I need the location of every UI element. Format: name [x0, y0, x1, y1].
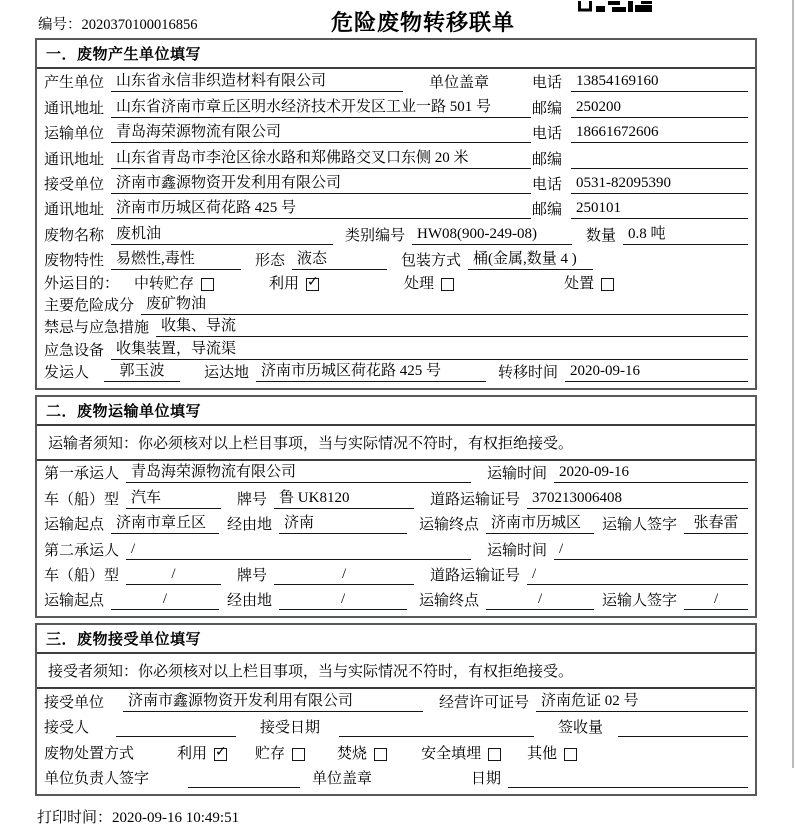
- waste-character-value: 易燃性,毒性: [111, 250, 241, 270]
- via-label: 经由地: [227, 517, 273, 534]
- row-first-carrier: [44, 461, 748, 486]
- carrier-signature-label: 运输人签字: [602, 593, 678, 610]
- row-transfer-purpose: [44, 273, 748, 295]
- producer-zip-value: 250200: [571, 98, 748, 118]
- hazard-component-value: 废矿物油: [141, 295, 748, 315]
- row-first-vehicle: [44, 486, 748, 511]
- road-cert-value: /: [527, 565, 748, 585]
- vehicle-type-value: /: [126, 565, 221, 585]
- row-waste-name: [44, 222, 748, 247]
- via-label: 经由地: [227, 593, 273, 610]
- accept-date-label: 接受日期: [260, 720, 321, 737]
- permit-number-value: 济南危证 02 号: [536, 692, 748, 712]
- purpose-option-storage: [134, 272, 214, 293]
- quantity-value: 0.8 吨: [623, 225, 748, 245]
- checkbox-disposal-landfill: [488, 748, 501, 761]
- section-producer: [35, 38, 757, 390]
- document-number-label: 编号：: [38, 17, 82, 33]
- address-label: 通讯地址: [44, 100, 105, 117]
- packing-value: 桶(金属,数量 4 ): [468, 250, 593, 270]
- row-head-signature: [44, 766, 748, 791]
- transport-time-label: 运输时间: [487, 466, 548, 483]
- destination-label: 运达地: [204, 365, 250, 382]
- checkbox-disposal-other: [564, 748, 577, 761]
- purpose-option-utilize-label: 利用: [269, 275, 300, 292]
- hazard-component-label: 主要危险成分: [44, 297, 135, 314]
- permit-number-label: 经营许可证号: [439, 694, 530, 711]
- road-cert-value: 370213006408: [527, 489, 748, 509]
- address-label: 通讯地址: [44, 202, 105, 219]
- checkbox-storage: [201, 278, 214, 291]
- endpoint-value: /: [486, 590, 594, 610]
- row-receiver-address: [44, 197, 748, 222]
- phone-label: 电话: [532, 126, 563, 143]
- second-carrier-label: 第二承运人: [44, 542, 120, 559]
- plate-number-value: /: [274, 565, 414, 585]
- phone-label: 电话: [532, 176, 563, 193]
- first-carrier-value: 青岛海荣源物流有限公司: [126, 463, 471, 483]
- receiver-unit-label: 接受单位: [44, 176, 105, 193]
- emergency-equipment-value: 收集装置，导流渠: [111, 340, 748, 360]
- row-disposal-method: [44, 740, 748, 765]
- disposal-option-other-label: 其他: [527, 745, 558, 762]
- transfer-time-value: 2020-09-16: [565, 362, 748, 382]
- recipient-label: 接受人: [44, 720, 90, 737]
- receiver-notice: [37, 655, 755, 689]
- checkbox-disposal-store: [292, 748, 305, 761]
- received-qty-label: 签收量: [558, 720, 604, 737]
- disposal-option-landfill: [421, 742, 501, 763]
- transfer-purpose-label: 外运目的：: [44, 275, 120, 292]
- road-cert-label: 道路运输证号: [430, 491, 521, 508]
- endpoint-value: 济南市历城区: [486, 514, 594, 534]
- transport-unit-value: 青岛海荣源物流有限公司: [111, 123, 531, 143]
- via-value: 济南: [279, 514, 407, 534]
- row-waste-character: [44, 248, 748, 273]
- category-code-value: HW08(900-249-08): [412, 225, 572, 245]
- recipient-value: [116, 718, 236, 737]
- row-producer-address: [44, 95, 748, 120]
- origin-label: 运输起点: [44, 517, 105, 534]
- row-accept-unit: [44, 689, 748, 714]
- road-cert-label: 道路运输证号: [430, 568, 521, 585]
- disposal-option-utilize: [177, 742, 227, 763]
- qr-code-fragment-icon: [578, 0, 652, 17]
- document-number-value: 2020370100016856: [81, 17, 198, 33]
- second-carrier-value: /: [126, 540, 471, 560]
- vehicle-type-value: 汽车: [126, 489, 221, 509]
- receiver-notice-text: 接受者须知：你必须核对以上栏目事项，当与实际情况不符时，有权拒绝接受。: [48, 664, 574, 681]
- category-code-label: 类别编号: [345, 227, 406, 244]
- first-carrier-label: 第一承运人: [44, 466, 120, 483]
- zip-label: 邮编: [532, 202, 563, 219]
- purpose-option-dispose: [564, 272, 614, 293]
- zip-label: 邮编: [532, 151, 563, 168]
- checkbox-treat: [441, 278, 454, 291]
- endpoint-label: 运输终点: [419, 593, 480, 610]
- receiver-zip-value: 250101: [571, 199, 748, 219]
- row-receiver-unit: [44, 172, 748, 197]
- disposal-option-store-label: 贮存: [255, 745, 286, 762]
- purpose-option-dispose-label: 处置: [564, 275, 595, 292]
- section-transporter: [35, 395, 757, 618]
- disposal-option-incinerate: [337, 742, 387, 763]
- disposal-option-store: [255, 742, 305, 763]
- origin-label: 运输起点: [44, 593, 105, 610]
- plate-number-label: 牌号: [237, 568, 268, 585]
- row-second-vehicle: [44, 563, 748, 588]
- transport-phone-value: 18661672606: [571, 123, 748, 143]
- received-qty-value: [618, 718, 748, 737]
- disposal-option-utilize-label: 利用: [177, 745, 208, 762]
- transporter-notice-text: 运输者须知：你必须核对以上栏目事项，当与实际情况不符时，有权拒绝接受。: [48, 436, 574, 453]
- zip-label: 邮编: [532, 100, 563, 117]
- transfer-time-label: 转移时间: [498, 365, 559, 382]
- row-producer-unit: [44, 70, 748, 95]
- date-value: [508, 769, 748, 788]
- head-signature-value: [188, 769, 300, 788]
- waste-character-label: 废物特性: [44, 253, 105, 270]
- disposal-method-label: 废物处置方式: [44, 745, 135, 762]
- checkbox-dispose: [601, 278, 614, 291]
- carrier-signature-value: /: [684, 590, 748, 610]
- row-recipient: [44, 715, 748, 740]
- packing-label: 包装方式: [401, 253, 462, 270]
- via-value: /: [279, 590, 407, 610]
- consignor-value: 郭玉波: [104, 362, 180, 382]
- document-title: 危险废物转移联单: [331, 10, 516, 35]
- row-emergency-equipment: [44, 340, 748, 362]
- endpoint-label: 运输终点: [419, 517, 480, 534]
- page-edge-line: [792, 0, 794, 768]
- checkbox-disposal-incinerate: [374, 748, 387, 761]
- consignor-label: 发运人: [44, 365, 90, 382]
- phone-label: 电话: [532, 75, 563, 92]
- first-transport-time-value: 2020-09-16: [554, 463, 748, 483]
- section-transporter-title: 二．废物运输单位填写: [37, 397, 755, 426]
- transport-time-label: 运输时间: [487, 542, 548, 559]
- emergency-measures-value: 收集、导流: [156, 317, 748, 337]
- purpose-option-treat-label: 处理: [404, 275, 435, 292]
- accept-unit-label: 接受单位: [44, 694, 105, 711]
- producer-unit-label: 产生单位: [44, 75, 105, 92]
- producer-address-value: 山东省济南市章丘区明水经济技术开发区工业一路 501 号: [111, 98, 531, 118]
- disposal-option-incinerate-label: 焚烧: [337, 745, 368, 762]
- receiver-address-value: 济南市历城区荷花路 425 号: [111, 199, 531, 219]
- waste-name-value: 废机油: [111, 225, 333, 245]
- address-label: 通讯地址: [44, 151, 105, 168]
- document-header: [35, 5, 757, 38]
- row-second-route: [44, 588, 748, 613]
- row-consignor: [44, 363, 748, 385]
- purpose-option-storage-label: 中转贮存: [134, 275, 195, 292]
- destination-value: 济南市历城区荷花路 425 号: [256, 362, 486, 382]
- checkbox-disposal-utilize: [214, 748, 227, 761]
- waste-name-label: 废物名称: [44, 227, 105, 244]
- row-first-route: [44, 512, 748, 537]
- carrier-signature-value: 张春雷: [684, 514, 748, 534]
- receiver-unit-value: 济南市鑫源物资开发利用有限公司: [111, 174, 531, 194]
- form-value: 液态: [292, 250, 387, 270]
- emergency-equipment-label: 应急设备: [44, 342, 105, 359]
- vehicle-type-label: 车（船）型: [44, 491, 120, 508]
- transport-unit-label: 运输单位: [44, 126, 105, 143]
- transporter-notice: [37, 427, 755, 461]
- print-time-value: 2020-09-16 10:49:51: [112, 809, 240, 826]
- date-label: 日期: [471, 770, 502, 787]
- head-signature-label: 单位负责人签字: [44, 770, 150, 787]
- producer-phone-value: 13854169160: [571, 72, 748, 92]
- section-producer-title: 一．废物产生单位填写: [37, 40, 755, 69]
- disposal-option-landfill-label: 安全填埋: [421, 745, 482, 762]
- row-emergency-measures: [44, 318, 748, 340]
- section-receiver: [35, 623, 757, 796]
- second-transport-time-value: /: [554, 540, 748, 560]
- row-hazard-component: [44, 296, 748, 318]
- accept-date-value: [339, 718, 534, 737]
- row-transport-address: [44, 146, 748, 171]
- checkbox-utilize: [306, 278, 319, 291]
- plate-number-label: 牌号: [237, 491, 268, 508]
- transport-address-value: 山东省青岛市李沧区徐水路和郑佛路交叉口东侧 20 米: [111, 149, 531, 169]
- emergency-measures-label: 禁忌与应急措施: [44, 320, 150, 337]
- plate-number-value: 鲁 UK8120: [274, 489, 414, 509]
- purpose-option-utilize: [269, 272, 319, 293]
- accept-unit-value: 济南市鑫源物资开发利用有限公司: [123, 692, 423, 712]
- form-label: 形态: [255, 253, 286, 270]
- origin-value: 济南市章丘区: [111, 514, 219, 534]
- transport-zip-value: [571, 150, 748, 169]
- receiver-phone-value: 0531-82095390: [571, 174, 748, 194]
- purpose-option-treat: [404, 272, 454, 293]
- vehicle-type-label: 车（船）型: [44, 568, 120, 585]
- producer-unit-value: 山东省永信非织造材料有限公司: [111, 72, 403, 92]
- disposal-option-other: [527, 742, 577, 763]
- document-number: [38, 13, 198, 34]
- print-time: [35, 801, 757, 827]
- quantity-label: 数量: [586, 227, 617, 244]
- carrier-signature-label: 运输人签字: [602, 517, 678, 534]
- section-receiver-title: 三．废物接受单位填写: [37, 625, 755, 654]
- unit-seal-label: 单位盖章: [429, 75, 490, 92]
- unit-seal-label: 单位盖章: [312, 770, 373, 787]
- row-transport-unit: [44, 121, 748, 146]
- origin-value: /: [111, 590, 219, 610]
- print-time-label: 打印时间：: [37, 809, 113, 826]
- row-second-carrier: [44, 537, 748, 562]
